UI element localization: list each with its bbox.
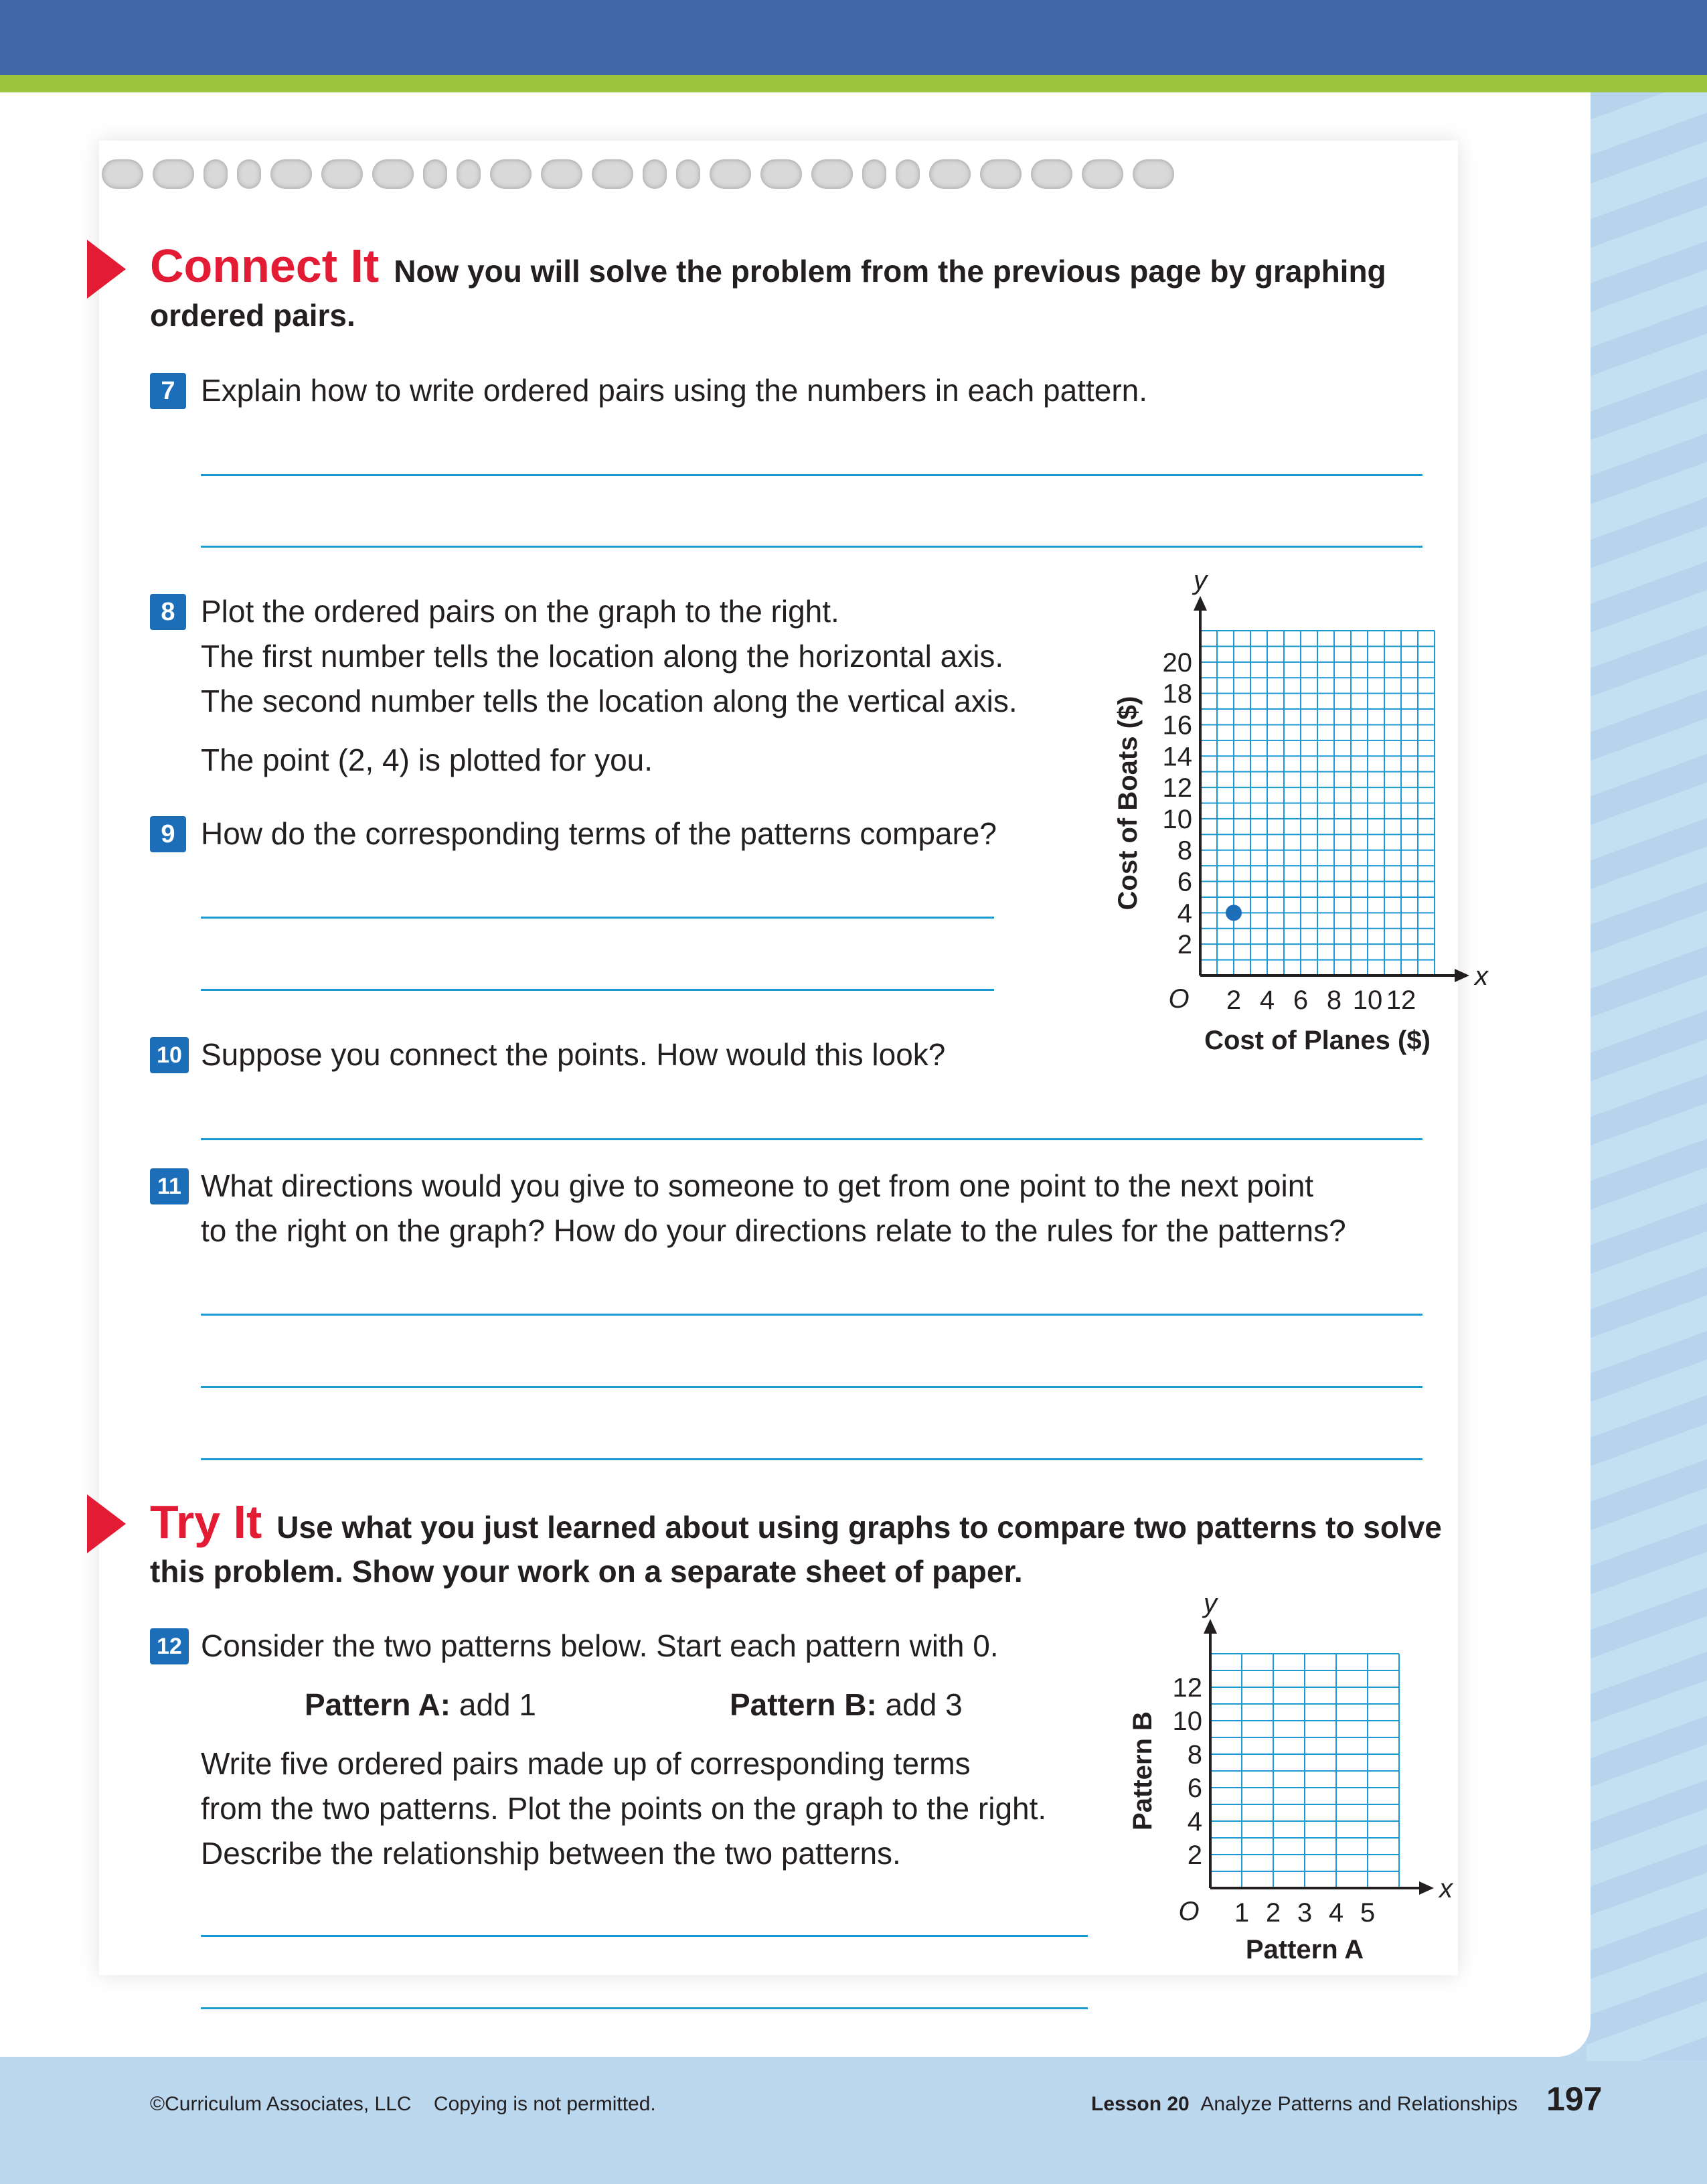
y-tick-label: 4 [1187,1807,1202,1837]
y-tick-label: 20 [1162,647,1192,678]
x-tick-label: 6 [1293,986,1309,1015]
y-tick-label: 10 [1172,1707,1202,1736]
x-axis-title: Cost of Planes ($) [1204,1026,1431,1055]
notebook-holes [102,159,1454,191]
y-axis-arrow-icon [1194,596,1207,611]
try-it-heading [150,1496,1462,1593]
question-12-line-3: from the two patterns. Plot the points on the graph to the right. [201,1791,1047,1826]
y-axis-title: Cost of Boats ($) [1113,696,1143,911]
pattern-b-rule: Pattern B: add 3 [730,1687,963,1722]
y-axis-title: Pattern B [1128,1711,1157,1830]
question-12-number: 12 [150,1628,189,1664]
x-tick-label: 8 [1326,986,1342,1015]
y-tick-label: 8 [1177,836,1192,866]
try-it-title: Try It [150,1496,262,1548]
answer-line[interactable] [201,2007,1088,2009]
try-it-flag-icon [87,1494,126,1553]
question-8-line-1: Plot the ordered pairs on the graph to the right. [201,594,839,629]
x-tick-label: 1 [1234,1898,1250,1928]
connect-it-flag-icon [87,240,126,299]
answer-line[interactable] [201,1935,1088,1937]
question-12-line-4: Describe the relationship between the two patterns. [201,1836,901,1871]
x-tick-label: 4 [1259,986,1275,1015]
answer-line[interactable] [201,917,994,919]
answer-line[interactable] [201,1386,1422,1388]
answer-line[interactable] [201,1138,1422,1140]
x-tick-label: 4 [1328,1898,1344,1928]
y-tick-label: 12 [1162,773,1192,803]
try-it-intro: Use what you just learned about using graphs to compare two patterns to solve this problem. Show your work on a separate sheet of paper. [150,1510,1442,1589]
footer-lesson: Lesson 20 Analyze Patterns and Relationships [1091,2093,1518,2115]
question-10-text: Suppose you connect the points. How would this look? [201,1037,946,1072]
page-background-texture [1587,92,1707,2061]
x-axis-letter: x [1439,1874,1453,1903]
y-tick-label: 12 [1172,1673,1202,1703]
x-axis-arrow-icon [1455,969,1469,982]
x-tick-label: 3 [1297,1898,1313,1928]
answer-line[interactable] [201,546,1422,548]
pattern-graph[interactable] [1125,1589,1453,1968]
boats-planes-graph[interactable] [1111,566,1488,1071]
question-8-line-3: The second number tells the location along the vertical axis. [201,684,1018,718]
y-tick-label: 2 [1187,1841,1202,1870]
question-7-text: Explain how to write ordered pairs using the numbers in each pattern. [201,373,1148,408]
answer-line[interactable] [201,474,1422,476]
y-axis-arrow-icon [1204,1619,1217,1634]
data-point [1226,905,1242,921]
x-axis-arrow-icon [1419,1881,1434,1895]
x-tick-label: 5 [1360,1898,1376,1928]
y-tick-label: 18 [1162,679,1192,709]
y-tick-label: 16 [1162,710,1192,740]
footer-copyright: ©Curriculum Associates, LLC Copying is not permitted. [150,2093,656,2115]
answer-line[interactable] [201,989,994,991]
header-stripe [0,75,1707,92]
question-10-number: 10 [150,1037,189,1073]
question-12-line-2: Write five ordered pairs made up of corresponding terms [201,1746,971,1781]
question-8-line-2: The first number tells the location along the horizontal axis. [201,639,1004,674]
y-tick-label: 14 [1162,742,1192,772]
x-tick-label: 2 [1265,1898,1281,1928]
answer-line[interactable] [201,1314,1422,1316]
origin-label: O [1168,984,1190,1014]
question-9-text: How do the corresponding terms of the patterns compare? [201,816,997,851]
header-band [0,0,1707,75]
question-8-line-4: The point (2, 4) is plotted for you. [201,743,653,777]
y-tick-label: 6 [1187,1774,1202,1803]
y-axis-letter: y [1204,1589,1217,1618]
x-tick-label: 2 [1226,986,1242,1015]
page-number: 197 [1546,2080,1603,2118]
y-axis-letter: y [1194,566,1207,595]
y-tick-label: 2 [1177,930,1192,960]
connect-it-heading [150,240,1462,337]
question-11-number: 11 [150,1168,189,1204]
x-tick-label: 12 [1386,986,1416,1015]
question-12-line-1: Consider the two patterns below. Start each pattern with 0. [201,1628,999,1663]
y-tick-label: 10 [1162,804,1192,834]
pattern-a-rule: Pattern A: add 1 [305,1687,537,1722]
x-tick-label: 10 [1352,986,1383,1015]
question-7-number: 7 [150,373,186,409]
x-axis-letter: x [1475,961,1488,991]
question-11-line-1: What directions would you give to someone to get from one point to the next point [201,1168,1314,1203]
origin-label: O [1178,1897,1200,1926]
x-axis-title: Pattern A [1245,1935,1364,1964]
y-tick-label: 4 [1177,899,1192,929]
answer-line[interactable] [201,1458,1422,1460]
connect-it-title: Connect It [150,240,380,292]
question-11-line-2: to the right on the graph? How do your directions relate to the rules for the patterns? [201,1213,1346,1248]
connect-it-intro: Now you will solve the problem from the previous page by graphing ordered pairs. [150,254,1386,333]
y-tick-label: 8 [1187,1740,1202,1770]
question-9-number: 9 [150,816,186,852]
y-tick-label: 6 [1177,867,1192,897]
question-8-number: 8 [150,594,186,630]
